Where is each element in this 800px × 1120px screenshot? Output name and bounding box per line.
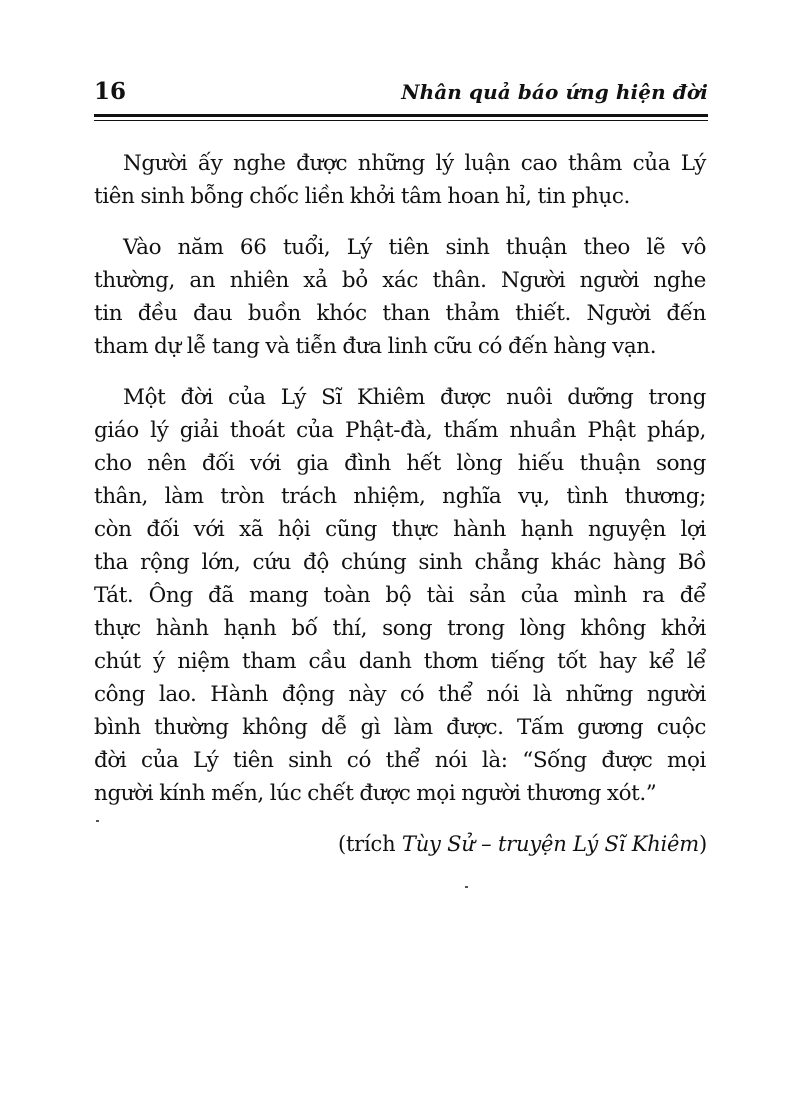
scan-speck (96, 820, 99, 822)
text-line: thân, làm tròn trách nhiệm, nghĩa vụ, tình thương; (94, 484, 706, 509)
text-line: công lao. Hành động này có thể nói là những người (94, 682, 706, 707)
page-number: 16 (94, 78, 127, 105)
text-line: Vào năm 66 tuổi, Lý tiên sinh thuận theo lẽ vô (123, 235, 706, 260)
text-line: Tát. Ông đã mang toàn bộ tài sản của mình ra để (94, 583, 706, 608)
text-line: Người ấy nghe được những lý luận cao thâm của Lý (123, 151, 706, 176)
text-line: cho nên đối với gia đình hết lòng hiếu thuận song (94, 451, 706, 476)
source-citation (338, 828, 707, 861)
header-rule-thin (94, 120, 708, 121)
citation-close: ) (699, 832, 707, 856)
text-line: bình thường không dễ gì làm được. Tấm gương cuộc (94, 715, 706, 740)
paragraph-1 (94, 147, 706, 213)
text-line: còn đối với xã hội cũng thực hành hạnh nguyện lợi (94, 517, 706, 542)
citation-source-title: Tùy Sử – truyện Lý Sĩ Khiêm (401, 832, 699, 856)
text-line: chút ý niệm tham cầu danh thơm tiếng tốt hay kể lể (94, 649, 706, 674)
text-line: giáo lý giải thoát của Phật-đà, thấm nhuần Phật pháp, (94, 418, 706, 443)
paragraph-2 (94, 231, 706, 363)
header-rule-thick (94, 114, 708, 117)
text-line: thực hành hạnh bố thí, song trong lòng không khởi (94, 616, 706, 641)
body-text (94, 147, 706, 828)
text-line: tiên sinh bỗng chốc liền khởi tâm hoan hỉ, tin phục. (94, 184, 630, 209)
text-line: tha rộng lớn, cứu độ chúng sinh chẳng khác hàng Bồ (94, 550, 706, 575)
text-line: người kính mến, lúc chết được mọi người thương xót.” (94, 781, 657, 806)
citation-open: (trích (337, 832, 402, 856)
scan-speck (465, 886, 468, 888)
text-line: tin đều đau buồn khóc than thảm thiết. Người đến (94, 301, 706, 326)
text-line: tham dự lễ tang và tiễn đưa linh cữu có đến hàng vạn. (94, 334, 657, 359)
running-title: Nhân quả báo ứng hiện đời (401, 80, 708, 104)
text-line: Một đời của Lý Sĩ Khiêm được nuôi dưỡng trong (123, 385, 706, 410)
text-line: đời của Lý tiên sinh có thể nói là: “Sống được mọi (94, 748, 706, 773)
paragraph-3 (94, 381, 706, 810)
text-line: thường, an nhiên xả bỏ xác thân. Người người nghe (94, 268, 706, 293)
page-header (94, 72, 708, 112)
